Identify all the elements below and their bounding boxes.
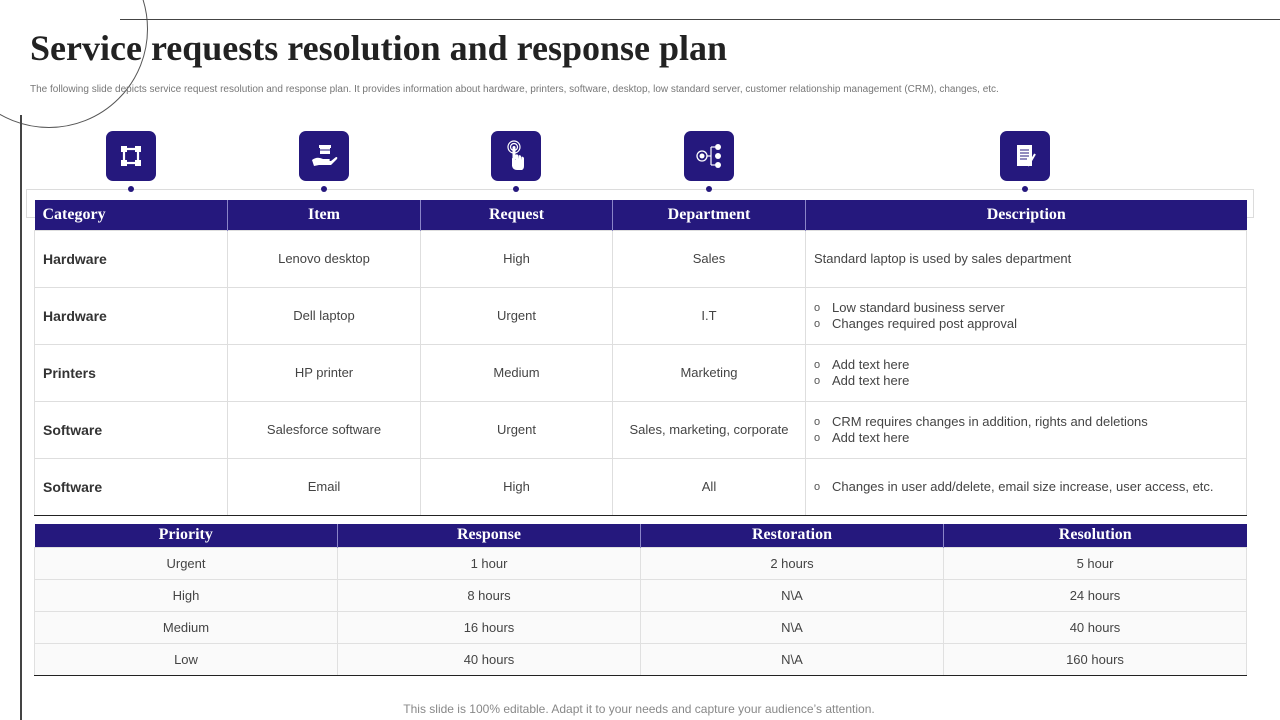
header-resolution: Resolution — [944, 524, 1247, 547]
request-cell: Medium — [421, 344, 613, 401]
response-cell: 40 hours — [338, 643, 641, 675]
description-bullets — [814, 357, 1246, 389]
department-cell: Marketing — [613, 344, 806, 401]
description-cell — [806, 401, 1247, 458]
restoration-cell: N\A — [641, 611, 944, 643]
request-cell: High — [421, 230, 613, 287]
service-requests-table — [34, 200, 1247, 516]
timeline-dot — [321, 186, 327, 192]
timeline-dot — [128, 186, 134, 192]
resolution-cell: 160 hours — [944, 643, 1247, 675]
header-description: Description — [806, 200, 1247, 230]
slide-subtitle: The following slide depicts service request resolution and response plan. It provides information about hardware, printers, software, desktop, low standard server, customer relationship management (CRM), changes, etc. — [30, 84, 999, 95]
category-cell: Printers — [35, 344, 228, 401]
touch-finger-icon — [491, 131, 541, 181]
priority-cell: Medium — [35, 611, 338, 643]
bullet-item: o Low standard business server — [814, 300, 1246, 316]
category-cell: Software — [35, 458, 228, 515]
category-cell: Software — [35, 401, 228, 458]
response-cell: 16 hours — [338, 611, 641, 643]
department-cell: Sales, marketing, corporate — [613, 401, 806, 458]
category-cell: Hardware — [35, 287, 228, 344]
target-hierarchy-icon — [684, 131, 734, 181]
item-cell: Email — [228, 458, 421, 515]
department-cell: I.T — [613, 287, 806, 344]
bullet-item: o Add text here — [814, 430, 1246, 446]
timeline-dot — [706, 186, 712, 192]
description-cell — [806, 230, 1247, 287]
table-row — [35, 643, 1247, 675]
request-cell: Urgent — [421, 287, 613, 344]
description-cell — [806, 344, 1247, 401]
header-priority: Priority — [35, 524, 338, 547]
description-text: Standard laptop is used by sales department — [814, 251, 1072, 266]
resolution-cell: 40 hours — [944, 611, 1247, 643]
table-row — [35, 344, 1247, 401]
bullet-item: o Changes in user add/delete, email size increase, user access, etc. — [814, 479, 1246, 495]
priority-sla-table — [34, 524, 1247, 676]
bullet-item: o Changes required post approval — [814, 316, 1246, 332]
header-request: Request — [421, 200, 613, 230]
restoration-cell: 2 hours — [641, 547, 944, 579]
table-header-row — [35, 200, 1247, 230]
request-cell: Urgent — [421, 401, 613, 458]
item-cell: Dell laptop — [228, 287, 421, 344]
priority-cell: Low — [35, 643, 338, 675]
category-cell: Hardware — [35, 230, 228, 287]
header-item: Item — [228, 200, 421, 230]
request-cell: High — [421, 458, 613, 515]
priority-cell: High — [35, 579, 338, 611]
header-category: Category — [35, 200, 228, 230]
header-department: Department — [613, 200, 806, 230]
header-response: Response — [338, 524, 641, 547]
top-divider-line — [120, 19, 1280, 20]
table-header-row — [35, 524, 1247, 547]
timeline-dot — [1022, 186, 1028, 192]
item-cell: Lenovo desktop — [228, 230, 421, 287]
priority-cell: Urgent — [35, 547, 338, 579]
timeline-dot — [513, 186, 519, 192]
restoration-cell: N\A — [641, 643, 944, 675]
table-row — [35, 287, 1247, 344]
bullet-item: o Add text here — [814, 357, 1246, 373]
resolution-cell: 5 hour — [944, 547, 1247, 579]
description-cell — [806, 458, 1247, 515]
bullet-item: o Add text here — [814, 373, 1246, 389]
response-cell: 8 hours — [338, 579, 641, 611]
restoration-cell: N\A — [641, 579, 944, 611]
response-cell: 1 hour — [338, 547, 641, 579]
table-row — [35, 579, 1247, 611]
item-cell: Salesforce software — [228, 401, 421, 458]
table-row — [35, 458, 1247, 515]
description-cell — [806, 287, 1247, 344]
header-restoration: Restoration — [641, 524, 944, 547]
resolution-cell: 24 hours — [944, 579, 1247, 611]
description-bullets — [814, 479, 1246, 495]
network-nodes-icon — [106, 131, 156, 181]
slide-footer-note: This slide is 100% editable. Adapt it to your needs and capture your audience’s attention. — [403, 702, 875, 716]
hand-box-icon — [299, 131, 349, 181]
description-bullets — [814, 300, 1246, 332]
item-cell: HP printer — [228, 344, 421, 401]
table-row — [35, 611, 1247, 643]
table-row — [35, 401, 1247, 458]
description-bullets — [814, 414, 1246, 446]
table-row — [35, 547, 1247, 579]
slide-title: Service requests resolution and response plan — [30, 28, 728, 68]
bullet-item: o CRM requires changes in addition, rights and deletions — [814, 414, 1246, 430]
left-divider-line — [20, 115, 22, 720]
document-edit-icon — [1000, 131, 1050, 181]
department-cell: Sales — [613, 230, 806, 287]
department-cell: All — [613, 458, 806, 515]
table-row — [35, 230, 1247, 287]
